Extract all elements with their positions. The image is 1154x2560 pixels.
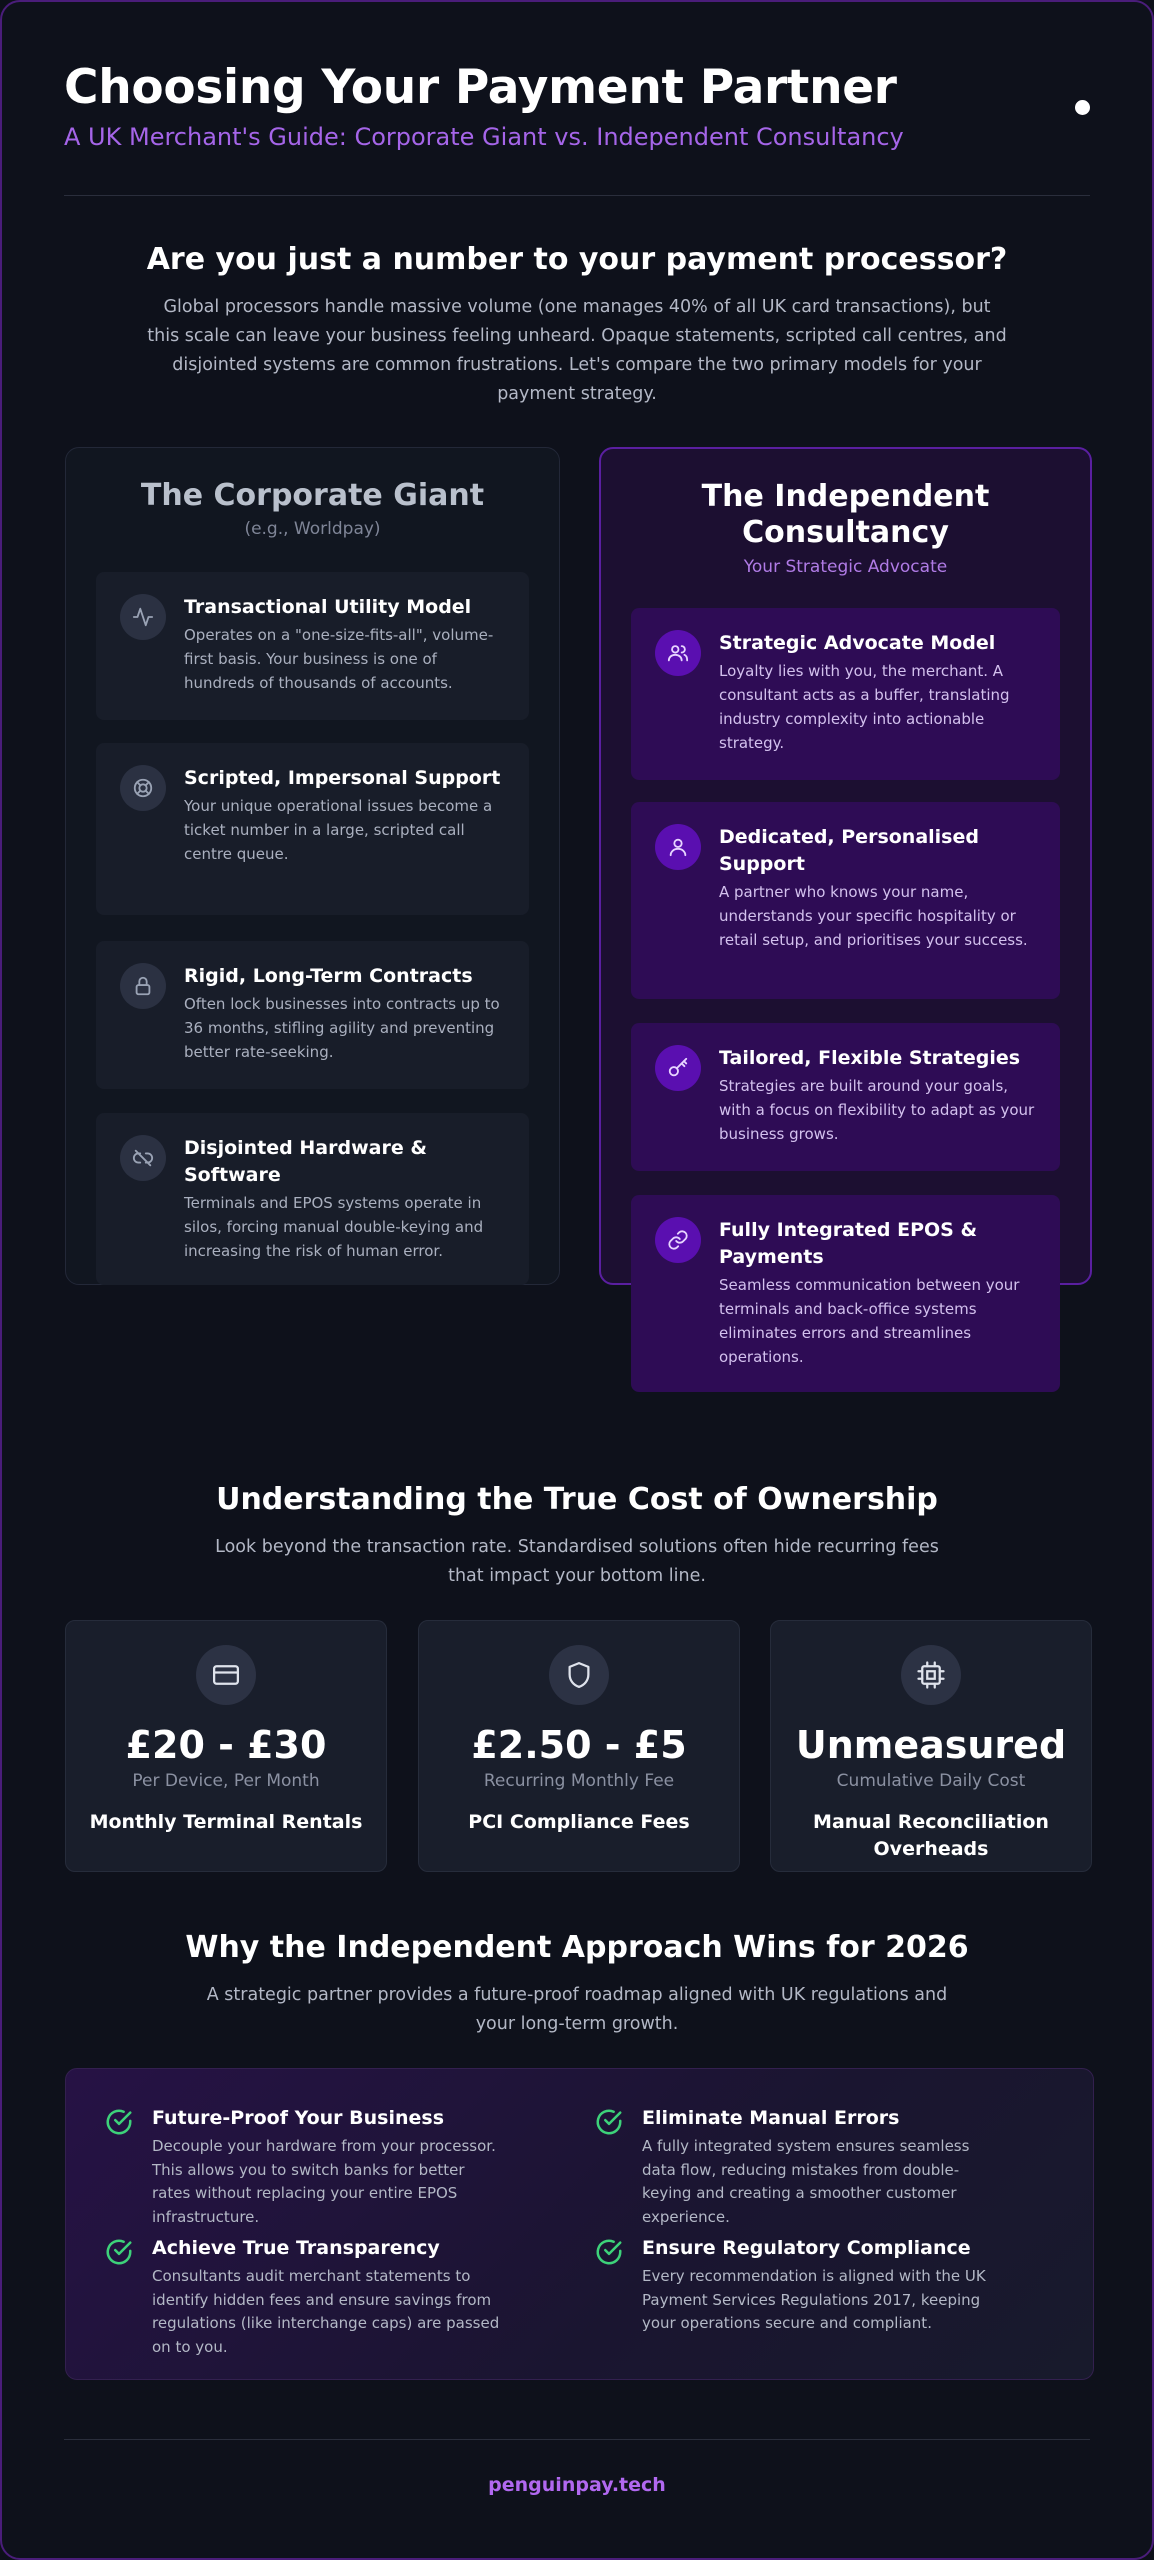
status-dot <box>1075 100 1090 115</box>
corporate-card-contracts <box>96 941 529 1089</box>
win-description: Decouple your hardware from your processor. This allows you to switch banks for better rates without replacing your entire EPOS infrastructure. <box>152 2137 496 2226</box>
shield-icon <box>549 1645 609 1705</box>
corporate-card-support <box>96 743 529 915</box>
key-icon <box>655 1045 701 1091</box>
card-title: Transactional Utility Model <box>184 596 472 618</box>
win-description: Consultants audit merchant statements to identify hidden fees and ensure savings from regulations (like interchange caps) are passed on to you. <box>152 2267 500 2356</box>
cost-heading: Understanding the True Cost of Ownership <box>216 1482 938 1517</box>
independent-title: The Independent Consultancy <box>701 479 990 550</box>
card-title: Tailored, Flexible Strategies <box>719 1047 1021 1069</box>
wins-section <box>2 1930 1152 2039</box>
card-description: A partner who knows your name, understands your specific hospitality or retail setup, and prioritises your success. <box>719 883 1028 949</box>
cost-unit: Cumulative Daily Cost <box>836 1771 1026 1791</box>
win-description: Every recommendation is aligned with the UK Payment Services Regulations 2017, keeping your operations secure and compliant. <box>642 2267 986 2332</box>
cost-unit: Per Device, Per Month <box>132 1771 320 1791</box>
cost-label: PCI Compliance Fees <box>468 1811 690 1833</box>
credit-card-icon <box>196 1645 256 1705</box>
independent-card-integrated <box>631 1195 1060 1392</box>
cpu-icon <box>901 1645 961 1705</box>
check-circle-icon <box>594 2237 624 2267</box>
footer-brand-link[interactable]: penguinpay.tech <box>488 2474 666 2496</box>
win-item-future-proof <box>104 2107 504 2229</box>
link-icon <box>655 1217 701 1263</box>
footer-divider <box>64 2439 1090 2440</box>
win-title: Ensure Regulatory Compliance <box>642 2237 971 2259</box>
broken-link-icon <box>120 1135 166 1181</box>
win-item-transparency <box>104 2237 504 2359</box>
wins-panel <box>65 2068 1094 2380</box>
corporate-column <box>65 447 560 1285</box>
card-title: Rigid, Long-Term Contracts <box>184 965 473 987</box>
page-title: Choosing Your Payment Partner <box>64 60 897 115</box>
support-icon <box>120 765 166 811</box>
card-title: Strategic Advocate Model <box>719 632 996 654</box>
wins-body: A strategic partner provides a future-proof roadmap aligned with UK regulations and your long-term growth. <box>206 1985 948 2034</box>
corporate-card-utility <box>96 572 529 720</box>
independent-card-advocate <box>631 608 1060 780</box>
win-title: Achieve True Transparency <box>152 2237 440 2259</box>
card-title: Disjointed Hardware & Software <box>184 1137 427 1186</box>
cost-value: £20 - £30 <box>125 1723 327 1767</box>
check-circle-icon <box>104 2237 134 2267</box>
cost-label: Monthly Terminal Rentals <box>89 1811 363 1833</box>
independent-subtitle: Your Strategic Advocate <box>743 557 948 577</box>
header-divider <box>64 195 1090 196</box>
cost-body: Look beyond the transaction rate. Standardised solutions often hide recurring fees that impact your bottom line. <box>215 1537 939 1586</box>
card-description: Often lock businesses into contracts up to 36 months, stifling agility and preventing better rate-seeking. <box>184 995 500 1061</box>
intro-heading: Are you just a number to your payment processor? <box>146 242 1008 277</box>
card-description: Strategies are built around your goals, with a focus on flexibility to adapt as your business grows. <box>719 1077 1035 1143</box>
card-description: Loyalty lies with you, the merchant. A consultant acts as a buffer, translating industry complexity into actionable strategy. <box>719 662 1010 752</box>
cost-label: Manual Reconciliation Overheads <box>813 1811 1049 1860</box>
check-circle-icon <box>104 2107 134 2137</box>
intro-body: Global processors handle massive volume (one manages 40% of all UK card transactions), but this scale can leave your business feeling unheard. Opaque statements, scripted call centres, and disjointed systems are common frustrations. Let's compare the two primary models for your payment strategy. <box>147 297 1007 404</box>
win-item-manual-errors <box>594 2107 994 2229</box>
independent-column <box>599 447 1092 1366</box>
independent-card-support <box>631 802 1060 999</box>
page-header <box>64 60 1090 151</box>
card-description: Operates on a "one-size-fits-all", volume-first basis. Your business is one of hundreds of thousands of accounts. <box>184 626 494 692</box>
corporate-title: The Corporate Giant <box>140 478 485 513</box>
cost-card-terminal <box>65 1620 387 1872</box>
cost-value: £2.50 - £5 <box>471 1723 687 1767</box>
users-icon <box>655 630 701 676</box>
win-item-compliance <box>594 2237 994 2336</box>
win-title: Eliminate Manual Errors <box>642 2107 900 2129</box>
card-title: Fully Integrated EPOS & Payments <box>719 1219 978 1268</box>
win-description: A fully integrated system ensures seamless data flow, reducing mistakes from double-keying and creating a smoother customer experience. <box>642 2137 970 2226</box>
corporate-subtitle: (e.g., Worldpay) <box>244 519 381 539</box>
corporate-card-hardware <box>96 1113 529 1285</box>
user-icon <box>655 824 701 870</box>
activity-icon <box>120 594 166 640</box>
card-description: Terminals and EPOS systems operate in silos, forcing manual double-keying and increasing the risk of human error. <box>184 1194 484 1260</box>
card-description: Seamless communication between your terminals and back-office systems eliminates errors and streamlines operations. <box>719 1276 1020 1366</box>
card-description: Your unique operational issues become a ticket number in a large, scripted call centre queue. <box>184 797 493 863</box>
intro-section <box>2 242 1152 409</box>
card-title: Dedicated, Personalised Support <box>719 826 979 875</box>
cost-card-reconciliation <box>770 1620 1092 1872</box>
cost-unit: Recurring Monthly Fee <box>483 1771 675 1791</box>
independent-card-strategies <box>631 1023 1060 1171</box>
cost-value: Unmeasured <box>795 1723 1067 1767</box>
card-title: Scripted, Impersonal Support <box>184 767 501 789</box>
win-title: Future-Proof Your Business <box>152 2107 445 2129</box>
cost-section <box>2 1482 1152 1591</box>
check-circle-icon <box>594 2107 624 2137</box>
lock-icon <box>120 963 166 1009</box>
page-subtitle: A UK Merchant's Guide: Corporate Giant vs. Independent Consultancy <box>64 123 904 151</box>
wins-heading: Why the Independent Approach Wins for 2026 <box>185 1930 969 1965</box>
cost-card-pci <box>418 1620 740 1872</box>
